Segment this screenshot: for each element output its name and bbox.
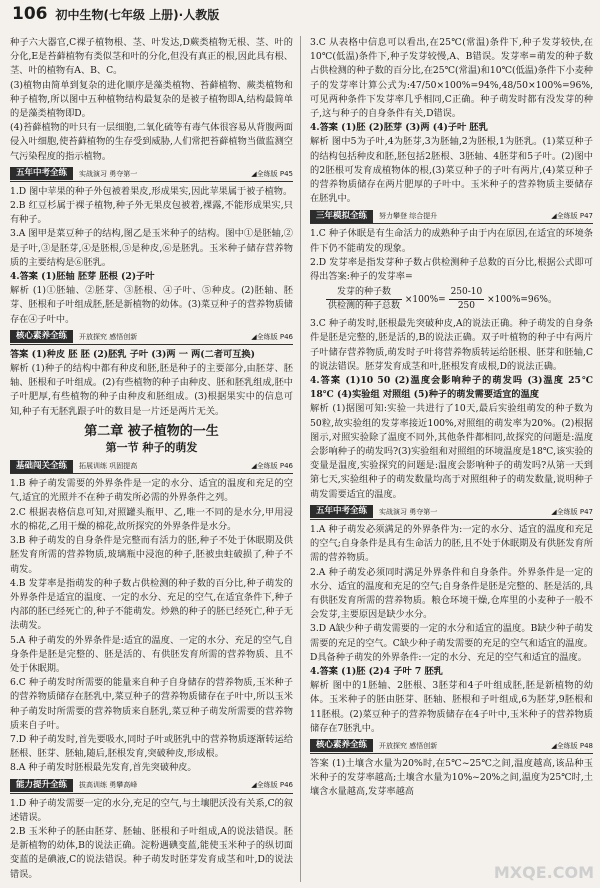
book-title: 初中生物(七年级 上册)·人教版 (55, 8, 220, 22)
banner-title: 能力提升全练 (10, 779, 73, 792)
banner-subtitle: 拓展训练 巩固提高 (79, 462, 138, 471)
section-title: 第一节 种子的萌发 (105, 441, 198, 455)
banner-title: 基础闯关全练 (10, 460, 73, 473)
page-number: 106 (12, 4, 48, 24)
left-top-block (10, 36, 293, 164)
answer-explanation: 解析 (1)种子的结构中都有种皮和胚,胚是种子的主要部分,由胚芽、胚轴、胚根和子叶组成。(2)有些植物的种子由种皮、胚和胚乳组成,胚中子叶肥厚,有些植物的种子由种皮和胚组成。(3)根据果实中的信息可知,种子有无胚乳跟子叶的数目是一片还是两片无关。 (10, 363, 293, 417)
answer-item: 1.D 图中苹果的种子外包被着果皮,形成果实,因此苹果属于被子植物。 (10, 185, 293, 197)
banner-subtitle: 努力攀登 综合提升 (379, 212, 438, 221)
answer-item: 8.A 种子萌发时胚根最先发育,首先突破种皮。 (10, 762, 197, 774)
banner-title: 五年中考全练 (310, 505, 373, 518)
germination-rate-formula (326, 286, 593, 313)
answer-item: 1.C 种子休眠是有生命活力的成熟种子由于内在原因,在适宜的环境条件下仍不能萌发的现象。 (310, 228, 593, 254)
answer-item: 6.C 种子萌发时所需要的能量来自种子自身储存的营养物质,玉米种子的营养物质储存在胚乳中,菜豆种子的营养物质储存在子叶中,所以玉米种子萌发时所需要的营养物质来自胚乳,菜豆种子萌发所需要的营养物质来自子叶。 (10, 677, 293, 731)
banner-subtitle: 实战演习 勇夺第一 (379, 507, 438, 516)
left-column (10, 36, 293, 886)
section-banner-zhongkao-2 (310, 505, 593, 520)
column-divider (300, 36, 301, 882)
banner-page-ref: ◢全练版 P46 (251, 462, 293, 471)
banner-subtitle: 拔高训练 勇攀高峰 (79, 781, 138, 790)
formula-denominator: 250 (457, 301, 475, 312)
answer-item: 2.B 玉米种子的胚由胚芽、胚轴、胚根和子叶组成,A的说法错误。胚是新植物的幼体,B的说法正确。淀粉遇碘变蓝,能使玉米种子的纵切面变蓝的是碘液,C的说法错误。种子萌发时胚芽发育成茎和叶,D的说法错误。 (10, 825, 293, 880)
right-column (310, 36, 593, 886)
formula-denominator: 供检测的种子总数 (328, 301, 401, 312)
banner-page-ref: ◢全练版 P46 (251, 781, 293, 790)
formula-operator: ×100%= (404, 295, 446, 306)
answer-item: 3.C 种子萌发时,胚根最先突破种皮,A的说法正确。种子萌发的自身条件是胚是完整的,胚是活的,B的说法正确。双子叶植物的种子中有两片子叶储存营养物质,萌发时子叶将营养物质转运给胚根、胚芽和胚轴,C的说法错误。胚芽发育成茎和叶,胚根发育成根,D的说法正确。 (310, 318, 593, 372)
formula-result: ×100%=96%。 (487, 295, 557, 306)
banner-subtitle: 开放探究 感悟创新 (79, 332, 138, 341)
answer-item: 3.B 种子萌发的自身条件是完整而有活力的胚,种子不处于休眠期及供胚发育所需的营养物质,玻璃瓶中浸泡的种子,胚被虫蛀破损了,种子不萌发。 (10, 535, 293, 575)
answer-paragraph: 种子六大器官,C裸子植物根、茎、叶发达,D蕨类植物无根、茎、叶的分化,E是苔藓植物有类似茎和叶的分化,但没有真正的根,因此具有根、茎、叶的植物有A、B、C。 (10, 37, 293, 77)
banner-title: 核心素养全练 (10, 330, 73, 343)
answer-key: 4.答案 (1)胚 (2)4 子叶 7 胚乳 (310, 665, 443, 677)
formula-fraction (326, 286, 402, 313)
answer-item: 2.D 发芽率是指发芽种子数占供检测种子总数的百分比,根据公式即可得出答案:种子的发芽率= (310, 256, 593, 283)
formula-fraction (449, 286, 485, 313)
formula-numerator: 发芽的种子数 (326, 286, 402, 300)
banner-page-ref: ◢全练版 P46 (251, 332, 293, 341)
banner-title: 五年中考全练 (10, 167, 73, 180)
answer-paragraph: (3)植物由简单到复杂的进化顺序是藻类植物、苔藓植物、蕨类植物和种子植物,所以图中五种植物结构最复杂的是被子植物即A,结构最简单的是藻类植物即D。 (10, 79, 293, 120)
answer-key: 4.答案 (1)胚轴 胚芽 胚根 (2)子叶 (10, 271, 155, 283)
answer-item: 1.D 种子萌发需要一定的水分,充足的空气,与土壤肥沃没有关系,C的叙述错误。 (10, 797, 293, 823)
answer-key: 答案 (1)种皮 胚 胚 (2)胚乳 子叶 (3)两 一 两(二者可互换) (10, 348, 255, 360)
page-header (12, 4, 219, 30)
answer-item: 3.D A缺少种子萌发需要的一定的水分和适宜的温度。B缺少种子萌发需要的充足的空气。C缺少种子萌发需要的充足的空气和适宜的温度。D具备种子萌发的外界条件:一定的水分、充足的空气和适宜的温度。 (310, 623, 593, 663)
formula-numerator: 250-10 (449, 286, 485, 300)
banner-page-ref: ◢全练版 P47 (551, 507, 593, 516)
section-banner-sannian (310, 209, 593, 224)
banner-page-ref: ◢全练版 P45 (251, 169, 293, 178)
banner-page-ref: ◢全练版 P48 (551, 741, 593, 750)
answer-explanation: 解析 (1)①胚轴、②胚芽、③胚根、④子叶、⑤种皮。(2)胚轴、胚芽、胚根和子叶组成胚,胚是新植物的幼体。(3)菜豆种子的营养物质储存在④子叶中。 (10, 285, 293, 325)
banner-subtitle: 实战演习 勇夺第一 (79, 169, 138, 178)
banner-subtitle: 开放探究 感悟创新 (379, 741, 438, 750)
watermark: MXQE.COM (493, 863, 594, 882)
answer-item: 2.C 根据表格信息可知,对照罐头瓶甲、乙,唯一不同的是水分,甲用浸水的棉花,乙用干燥的棉花,故所探究的外界条件是水分。 (10, 506, 293, 532)
section-banner-zhongkao (10, 167, 293, 182)
answer-item: 3.C 从表格中信息可以看出,在25℃(常温)条件下,种子发芽较快,在10℃(低温)条件下,种子发芽较慢,A、B错误。发芽率=萌发的种子数占供检测的种子数的百分比,在25℃(常温)和10℃(低温)条件下小麦种子的发芽率计算公式为:47/50×100%=94%,48/50×100%=96%,可见两种条件下发芽率几乎相同,C正确。种子萌发时都有没发芽的种子,这与种子的自身条件有关,D错误。 (310, 37, 593, 120)
section-banner-hexin (10, 330, 293, 345)
answer-item: 答案 (1)土壤含水量为20%时,在5℃~25℃之间,温度越高,该品种玉米种子的发芽率越高;土壤含水量为10%~20%之间,温度为25℃时,土壤含水量越高,发芽率越高 (310, 757, 593, 798)
section-banner-nengli (10, 779, 293, 794)
answer-key: 4.答案 (1)胚 (2)胚芽 (3)两 (4)子叶 胚乳 (310, 122, 488, 134)
section-banner-jichu (10, 459, 293, 474)
answer-item: 4.B 发芽率是指萌发的种子数占供检测的种子数的百分比,种子萌发的外界条件是适宜的温度、一定的水分、充足的空气,在适宜条件下,种子内部的胚已经死亡的,种子不能萌发。炒熟的种子的胚已经死亡,种子无法萌发。 (10, 577, 293, 632)
answer-paragraph: (4)苔藓植物的叶只有一层细胞,二氧化硫等有毒气体很容易从背腹两面侵入叶细胞,使苔藓植物的生存受到威胁,人们常把苔藓植物当做监测空气污染程度的指示植物。 (10, 122, 293, 162)
answer-item: 3.A 图甲是菜豆种子的结构,图乙是玉米种子的结构。图中①是胚轴,②是子叶,③是胚芽,④是胚根,⑤是种皮,⑥是胚乳。玉米种子储存营养物质的主要结构是⑥胚乳。 (10, 228, 293, 268)
banner-title: 三年模拟全练 (310, 210, 373, 223)
answer-item: 2.A 种子萌发必须同时满足外界条件和自身条件。外界条件是一定的水分、适宜的温度和充足的空气;自身条件是胚是完整的、胚是活的,具有供胚发育所需的营养物质。粮仓环境干燥,仓库里的小麦种子一般不会发芽,主要原因是缺少水分。 (310, 566, 593, 621)
section-banner-hexin-2 (310, 739, 593, 754)
answer-explanation: 解析 图中5为子叶,4为胚芽,3为胚轴,2为胚根,1为胚乳。(1)菜豆种子的结构包括种皮和胚,胚包括2胚根、3胚轴、4胚芽和5子叶。(2)图中的2胚根可发育成植物体的根,(3)菜豆种子的子叶有两片,(4)菜豆种子的营养物质储存在两片肥厚的子叶中。玉米种子的营养物质主要储存在胚乳中。 (310, 136, 593, 205)
banner-title: 核心素养全练 (310, 739, 373, 752)
chapter-title: 第二章 被子植物的一生 (84, 423, 219, 439)
answer-explanation: 解析 (1)据图可知:实验一共进行了10天,最后实验组萌发的种子数为50粒,故实验组的发芽率接近100%,对照组的萌发率为20%。(2)根据图示,对照实验除了温度不同外,其他条件都相同,故探究的问题是:温度会影响种子的萌发吗?(3)实验组和对照组的环境温度是18℃,该实验的变量是温度,实验探究的问题是:温度会影响种子的萌发吗?从第一天到第七天,实验组种子的萌发数量均高于对照组种子的萌发数量,说明种子萌发需要适宜的温度。 (310, 403, 593, 500)
banner-page-ref: ◢全练版 P47 (551, 212, 593, 221)
answer-item: 1.B 种子萌发需要的外界条件是一定的水分、适宜的温度和充足的空气,适宜的光照并不在种子萌发所必需的外界条件之列。 (10, 478, 293, 504)
answer-key: 4.答案 (1)10 50 (2)温度会影响种子的萌发吗 (3)温度 25℃ 18℃ (4)实验组 对照组 (5)种子的萌发需要适宜的温度 (310, 375, 593, 401)
answer-explanation: 解析 图中的1胚轴、2胚根、3胚芽和4子叶组成胚,胚是新植物的幼体。玉米种子的胚由胚芽、胚轴、胚根和子叶组成,6为胚芽,9胚根和11胚根。(2)菜豆种子的营养物质储存在4子叶中,玉米种子的营养物质储存在7胚乳中。 (310, 680, 593, 734)
answer-item: 2.B 红豆杉属于裸子植物,种子外无果皮包被着,裸露,不能形成果实,只有种子。 (10, 200, 293, 226)
answer-item: 1.A 种子萌发必须满足的外界条件为:一定的水分、适宜的温度和充足的空气;自身条件是具有生命活力的胚,且不处于休眠期及有供胚发育所需的营养物质。 (310, 523, 593, 564)
answer-item: 5.A 种子萌发的外界条件是:适宜的温度、一定的水分、充足的空气,自身条件是胚是完整的、胚是活的、有供胚发育所需的营养物质、且不处于休眠期。 (10, 634, 293, 674)
answer-item: 7.D 种子萌发时,首先要吸水,同时子叶或胚乳中的营养物质逐渐转运给胚根、胚芽、胚轴,随后,胚根发育,突破种皮,形成根。 (10, 733, 293, 760)
